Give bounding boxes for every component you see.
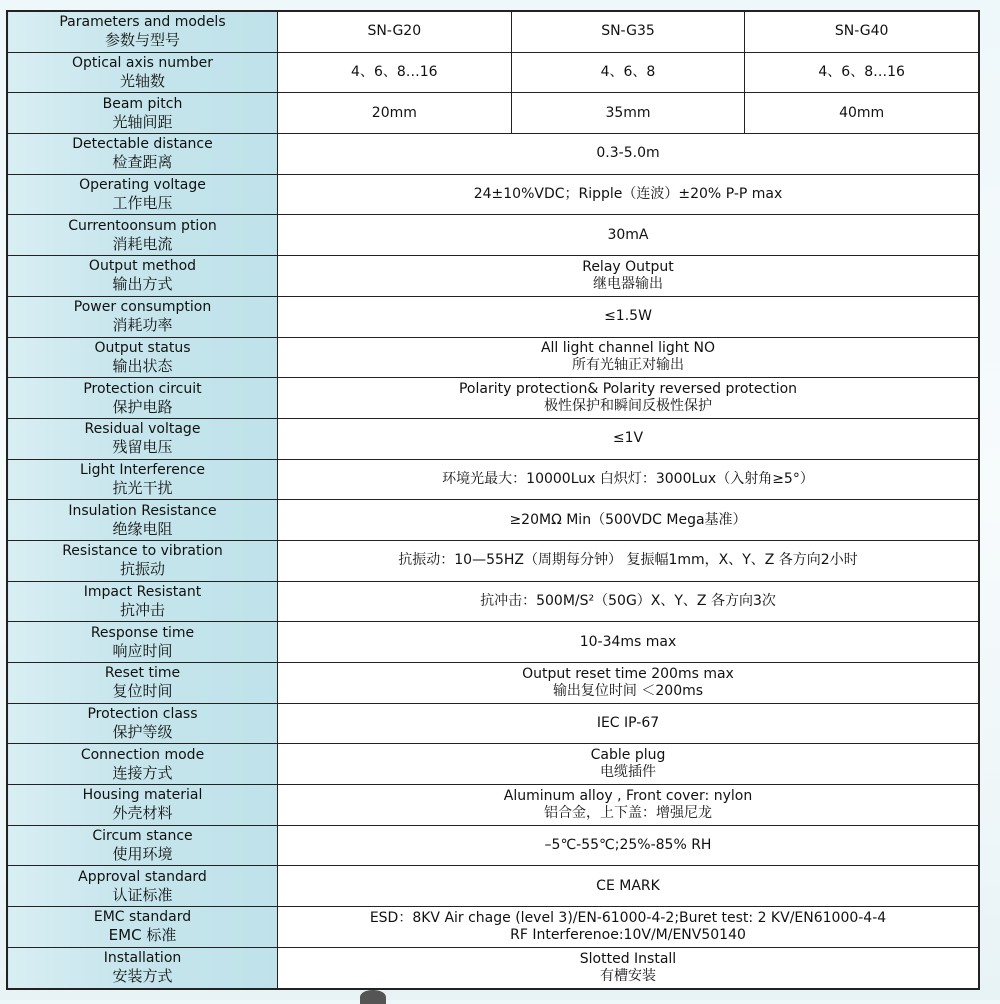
spec-table (7, 11, 979, 989)
spec-value-line: CE MARK (596, 877, 660, 894)
spec-label-zh: 安装方式 (112, 967, 173, 986)
spec-label-en: Reset time (104, 665, 181, 682)
spec-row (8, 459, 979, 500)
header-row (8, 12, 979, 53)
spec-label-en: Insulation Resistance (68, 502, 217, 519)
spec-label-cell (8, 866, 278, 907)
spec-value-line: 抗振动：10—55HZ（周期每分钟） 复振幅1mm，X、Y、Z 各方向2小时 (398, 552, 858, 569)
spec-label-en: Power consumption (73, 299, 212, 316)
spec-value-line: 10-34ms max (579, 633, 677, 650)
spec-row (8, 785, 979, 826)
spec-label-cell (8, 418, 278, 459)
spec-label-cell (8, 622, 278, 663)
spec-row (8, 663, 979, 704)
spec-row (8, 744, 979, 785)
spec-label-cell (8, 825, 278, 866)
spec-value-line: 24±10%VDC；Ripple（连波）±20% P-P max (473, 186, 783, 203)
spec-value-line: 铝合金，上下盖：增强尼龙 (544, 804, 712, 821)
spec-row (8, 174, 979, 215)
spec-value-line: ≤1V (612, 430, 644, 447)
spec-row (8, 622, 979, 663)
spec-label-zh: 输出状态 (112, 356, 173, 375)
header-label-zh: 参数与型号 (104, 31, 180, 50)
spec-row (8, 703, 979, 744)
spec-row (8, 581, 979, 622)
spec-label-zh: EMC 标准 (108, 926, 177, 945)
spec-value-cell: 4、6、8…16 (745, 52, 979, 93)
spec-label-en: Connection mode (80, 746, 205, 763)
spec-value-cell (278, 825, 979, 866)
spec-value-line: Output reset time 200ms max (522, 665, 734, 682)
spec-value-cell (278, 907, 979, 948)
spec-row (8, 296, 979, 337)
spec-label-cell (8, 93, 278, 134)
spec-value-line: ≤1.5W (604, 308, 652, 325)
spec-label-en: Output method (88, 258, 197, 275)
spec-value-line: Relay Output (582, 258, 674, 275)
spec-label-cell (8, 378, 278, 419)
spec-label-en: Installation (103, 950, 182, 967)
spec-value-cell (278, 785, 979, 826)
spec-label-cell (8, 174, 278, 215)
spec-value-cell (278, 663, 979, 704)
decorative-shape (360, 990, 386, 1004)
spec-row (8, 93, 979, 134)
spec-label-cell (8, 459, 278, 500)
spec-label-cell (8, 296, 278, 337)
spec-value-line: IEC IP-67 (596, 715, 660, 732)
spec-value-line: –5℃-55℃;25%-85% RH (544, 837, 712, 854)
spec-label-en: Housing material (82, 787, 203, 804)
spec-label-cell (8, 785, 278, 826)
spec-label-zh: 残留电压 (112, 438, 173, 457)
spec-value-line: 抗冲击：500M/S²（50G）X、Y、Z 各方向3次 (480, 592, 776, 609)
spec-value-cell (278, 378, 979, 419)
spec-label-en: Response time (90, 624, 195, 641)
spec-label-cell (8, 500, 278, 541)
spec-value-cell: 35mm (511, 93, 745, 134)
spec-label-en: Protection class (87, 706, 198, 723)
spec-label-en: Operating voltage (79, 177, 206, 194)
spec-label-zh: 保护电路 (112, 397, 173, 416)
spec-label-cell (8, 215, 278, 256)
spec-value-cell (278, 134, 979, 175)
spec-label-en: Resistance to vibration (62, 543, 223, 560)
spec-label-zh: 抗振动 (119, 560, 165, 579)
spec-label-zh: 检查距离 (112, 153, 173, 172)
spec-label-cell (8, 663, 278, 704)
spec-label-zh: 认证标准 (112, 885, 173, 904)
spec-value-line: 0.3-5.0m (596, 145, 660, 162)
spec-value-cell (278, 622, 979, 663)
spec-label-zh: 保护等级 (112, 723, 173, 742)
spec-value-cell (278, 744, 979, 785)
spec-label-zh: 复位时间 (112, 682, 173, 701)
spec-row (8, 500, 979, 541)
spec-value-line: All light channel light NO (540, 340, 716, 357)
spec-row (8, 907, 979, 948)
spec-value-cell: 20mm (278, 93, 512, 134)
spec-label-zh: 连接方式 (112, 763, 173, 782)
spec-label-zh: 绝缘电阻 (112, 519, 173, 538)
spec-value-cell (278, 866, 979, 907)
spec-label-cell (8, 256, 278, 297)
spec-value-cell (278, 947, 979, 988)
header-label-cell (8, 12, 278, 53)
spec-value-line: 继电器输出 (593, 275, 663, 292)
spec-label-zh: 输出方式 (112, 275, 173, 294)
spec-label-cell (8, 52, 278, 93)
spec-value-cell: 40mm (745, 93, 979, 134)
spec-value-line: ≥20MΩ Min（500VDC Mega基准） (509, 511, 747, 528)
spec-value-line: 极性保护和瞬间反极性保护 (544, 398, 712, 415)
spec-value-cell (278, 256, 979, 297)
spec-label-en: Currentoonsum ption (68, 217, 217, 234)
spec-value-line: RF Interferenoe:10V/M/ENV50140 (510, 926, 746, 943)
spec-value-cell (278, 337, 979, 378)
spec-label-en: Circum stance (92, 828, 193, 845)
spec-label-en: EMC standard (93, 909, 192, 926)
spec-value-line: 所有光轴正对输出 (572, 357, 684, 374)
spec-value-line: ESD：8KV Air chage (level 3)/EN-61000-4-2;Buret test: 2 KV/EN61000-4-4 (369, 909, 887, 926)
header-label-en: Parameters and models (59, 14, 226, 31)
spec-label-zh: 消耗电流 (112, 234, 173, 253)
spec-label-zh: 响应时间 (112, 641, 173, 660)
spec-value-cell (278, 296, 979, 337)
spec-value-line: Cable plug (590, 747, 666, 764)
model-sn-g40: SN-G40 (745, 12, 979, 53)
spec-label-en: Detectable distance (72, 136, 213, 153)
spec-label-en: Output status (94, 339, 191, 356)
spec-value-line: 环境光最大：10000Lux 白炽灯：3000Lux（入射角≥5°） (442, 470, 814, 487)
spec-row (8, 52, 979, 93)
spec-label-en: Beam pitch (102, 95, 183, 112)
spec-row (8, 947, 979, 988)
spec-row (8, 215, 979, 256)
spec-value-line: 输出复位时间 ＜200ms (552, 682, 704, 699)
spec-label-zh: 外壳材料 (112, 804, 173, 823)
spec-label-cell (8, 744, 278, 785)
spec-value-cell (278, 540, 979, 581)
spec-label-cell (8, 907, 278, 948)
spec-label-zh: 光轴数 (119, 72, 165, 91)
spec-label-zh: 光轴间距 (112, 112, 173, 131)
spec-label-en: Light Interference (79, 461, 206, 478)
spec-row (8, 825, 979, 866)
spec-label-cell (8, 540, 278, 581)
spec-value-cell (278, 500, 979, 541)
spec-value-cell (278, 174, 979, 215)
spec-label-zh: 工作电压 (112, 194, 173, 213)
spec-row (8, 134, 979, 175)
spec-sheet (6, 10, 980, 990)
model-sn-g20: SN-G20 (278, 12, 512, 53)
spec-label-cell (8, 337, 278, 378)
spec-value-cell (278, 418, 979, 459)
spec-value-cell: 4、6、8 (511, 52, 745, 93)
spec-label-cell (8, 581, 278, 622)
spec-label-zh: 消耗功率 (112, 316, 173, 335)
spec-value-cell (278, 459, 979, 500)
spec-row (8, 256, 979, 297)
spec-label-en: Optical axis number (71, 55, 214, 72)
spec-value-cell (278, 581, 979, 622)
spec-value-line: Polarity protection& Polarity reversed protection (458, 381, 798, 398)
spec-row (8, 378, 979, 419)
spec-row (8, 418, 979, 459)
model-sn-g35: SN-G35 (511, 12, 745, 53)
spec-value-cell (278, 215, 979, 256)
spec-value-line: Aluminum alloy , Front cover: nylon (503, 787, 753, 804)
spec-value-line: Slotted Install (579, 950, 677, 967)
spec-label-en: Impact Resistant (83, 583, 202, 600)
spec-value-cell (278, 703, 979, 744)
spec-row (8, 866, 979, 907)
spec-label-en: Protection circuit (83, 380, 202, 397)
spec-label-cell (8, 947, 278, 988)
spec-label-en: Approval standard (78, 868, 207, 885)
spec-value-cell: 4、6、8…16 (278, 52, 512, 93)
spec-row (8, 540, 979, 581)
spec-label-zh: 使用环境 (112, 845, 173, 864)
spec-row (8, 337, 979, 378)
spec-label-cell (8, 703, 278, 744)
spec-value-line: 有槽安装 (600, 967, 656, 984)
spec-label-en: Residual voltage (84, 421, 201, 438)
spec-value-line: 30mA (607, 226, 649, 243)
spec-label-zh: 抗光干扰 (112, 478, 173, 497)
spec-label-cell (8, 134, 278, 175)
spec-value-line: 电缆插件 (600, 764, 656, 781)
spec-label-zh: 抗冲击 (119, 600, 165, 619)
